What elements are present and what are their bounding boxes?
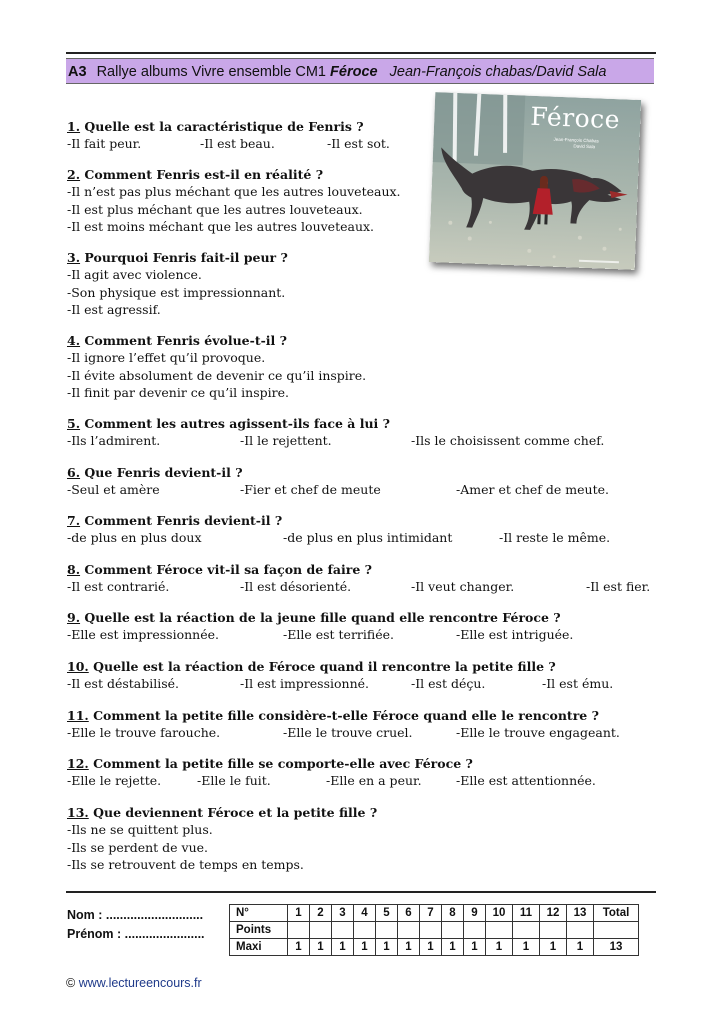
question-number: 9. [67, 610, 81, 625]
maxi-label: Maxi [230, 939, 288, 956]
score-table [229, 904, 639, 956]
answer-option[interactable]: -Ils se retrouvent de temps en temps. [67, 856, 304, 872]
question-4 [67, 332, 366, 401]
answer-option[interactable]: -Elle le trouve farouche. [67, 725, 221, 741]
maxi-cell: 1 [464, 939, 486, 956]
maxi-cell: 1 [310, 939, 332, 956]
question-6 [67, 464, 609, 499]
question-12 [67, 755, 596, 790]
answer-option[interactable]: -Il fait peur. [67, 136, 142, 152]
column-header: 3 [332, 905, 354, 922]
answer-option[interactable]: -Il est agressif. [67, 301, 161, 317]
question-8 [67, 561, 651, 596]
answer-option[interactable]: -Il agit avec violence. [67, 267, 202, 283]
question-text: Pourquoi Fenris fait-il peur ? [84, 250, 288, 265]
points-cell[interactable] [442, 922, 464, 939]
maxi-cell: 1 [288, 939, 310, 956]
points-cell[interactable] [288, 922, 310, 939]
question-13 [67, 804, 377, 873]
header-banner [66, 58, 654, 84]
series-title: Rallye albums Vivre ensemble CM1 [96, 64, 326, 80]
answer-option[interactable]: -Elle le fuit. [197, 773, 271, 789]
footer [66, 976, 202, 990]
answer-option[interactable]: -Amer et chef de meute. [456, 482, 609, 498]
question-text: Quelle est la réaction de Féroce quand il rencontre la petite fille ? [93, 659, 556, 674]
question-number: 7. [67, 513, 81, 528]
cover-author: Jean-François Chabas [553, 136, 599, 144]
points-cell[interactable] [398, 922, 420, 939]
question-text: Comment Féroce vit-il sa façon de faire ? [84, 562, 372, 577]
points-cell[interactable] [567, 922, 594, 939]
question-number: 4. [67, 333, 81, 348]
points-cell[interactable] [310, 922, 332, 939]
question-number: 3. [67, 250, 81, 265]
points-cell[interactable] [354, 922, 376, 939]
column-header: 13 [567, 905, 594, 922]
answer-option[interactable]: -Ils ne se quittent plus. [67, 822, 213, 838]
question-number: 13. [67, 805, 89, 820]
question-text: Comment Fenris devient-il ? [84, 513, 283, 528]
maxi-cell: 1 [332, 939, 354, 956]
column-header: 11 [513, 905, 540, 922]
answer-option[interactable]: -Il évite absolument de devenir ce qu’il inspire. [67, 367, 367, 383]
question-text: Comment la petite fille considère-t-elle Féroce quand elle le rencontre ? [93, 708, 599, 723]
answer-option[interactable]: -Ils l’admirent. [67, 433, 161, 449]
prenom-field[interactable]: Prénom : ....................... [67, 927, 205, 941]
question-number: 2. [67, 167, 81, 182]
question-number: 12. [67, 756, 89, 771]
question-number: 11. [67, 708, 89, 723]
answer-option[interactable]: -Il est beau. [200, 136, 275, 152]
column-header: 1 [288, 905, 310, 922]
points-label: Points [230, 922, 288, 939]
column-header: 5 [376, 905, 398, 922]
answer-option[interactable]: -Fier et chef de meute [240, 482, 381, 498]
answer-option[interactable]: -Son physique est impressionnant. [67, 284, 286, 300]
question-text: Comment les autres agissent-ils face à lui ? [84, 416, 390, 431]
question-text: Que Fenris devient-il ? [84, 465, 243, 480]
maxi-cell: 1 [398, 939, 420, 956]
answer-option[interactable]: -Ils se perdent de vue. [67, 839, 209, 855]
question-number: 6. [67, 465, 81, 480]
answer-option[interactable]: -Il veut changer. [411, 579, 515, 595]
column-header: 8 [442, 905, 464, 922]
column-header: 12 [540, 905, 567, 922]
cover-illustrator: David Sala [573, 143, 596, 150]
maxi-cell: 1 [354, 939, 376, 956]
question-11 [67, 707, 620, 742]
answer-option[interactable]: -Elle est attentionnée. [456, 773, 596, 789]
answer-option[interactable]: -Il est sot. [327, 136, 390, 152]
answer-option[interactable]: -Il reste le même. [499, 530, 611, 546]
column-header: 2 [310, 905, 332, 922]
question-1 [67, 118, 390, 153]
points-cell[interactable] [464, 922, 486, 939]
maxi-cell: 1 [376, 939, 398, 956]
answer-option[interactable]: -Il est ému. [542, 676, 614, 692]
nom-field[interactable]: Nom : ............................ [67, 908, 204, 922]
score-maxi-row [230, 939, 639, 956]
answer-option[interactable]: -Il est plus méchant que les autres louveteaux. [67, 201, 363, 217]
question-3 [67, 249, 288, 318]
answer-option[interactable]: -Elle le trouve cruel. [283, 725, 413, 741]
points-cell[interactable] [332, 922, 354, 939]
question-number: 1. [67, 119, 81, 134]
total-header: Total [594, 905, 639, 922]
sheet-code: A3 [68, 64, 87, 80]
answer-option[interactable]: -Il n’est pas plus méchant que les autres louveteaux. [67, 184, 401, 200]
question-2 [67, 166, 401, 235]
maxi-cell: 1 [420, 939, 442, 956]
answer-option[interactable]: -Il est déçu. [411, 676, 486, 692]
answer-option[interactable]: -Elle le rejette. [67, 773, 162, 789]
copyright-icon: © [66, 976, 76, 990]
book-authors: Jean-François chabas/David Sala [389, 64, 607, 80]
answer-option[interactable]: -Elle le trouve engageant. [456, 725, 620, 741]
maxi-cell: 1 [442, 939, 464, 956]
score-points-row [230, 922, 639, 939]
points-total-cell[interactable] [594, 922, 639, 939]
bottom-rule [66, 891, 656, 893]
answer-option[interactable]: -Il finit par devenir ce qu’il inspire. [67, 384, 289, 400]
answer-option[interactable]: -Elle en a peur. [326, 773, 422, 789]
column-header: 4 [354, 905, 376, 922]
answer-option[interactable]: -de plus en plus intimidant [283, 530, 453, 546]
question-text: Que deviennent Féroce et la petite fille ? [93, 805, 378, 820]
website-link[interactable]: www.lectureencours.fr [78, 976, 202, 990]
question-text: Comment la petite fille se comporte-elle avec Féroce ? [93, 756, 473, 771]
answer-option[interactable]: -Elle est intriguée. [456, 627, 574, 643]
question-text: Comment Fenris évolue-t-il ? [84, 333, 287, 348]
maxi-total-cell: 13 [594, 939, 639, 956]
answer-option[interactable]: -Elle est impressionnée. [67, 627, 219, 643]
column-header: 6 [398, 905, 420, 922]
question-5 [67, 415, 605, 450]
column-header: 7 [420, 905, 442, 922]
answer-option[interactable]: -de plus en plus doux [67, 530, 202, 546]
column-header: 9 [464, 905, 486, 922]
points-cell[interactable] [486, 922, 513, 939]
answer-option[interactable]: -Il est moins méchant que les autres louveteaux. [67, 218, 375, 234]
column-header: 10 [486, 905, 513, 922]
answer-option[interactable]: -Il est impressionné. [240, 676, 369, 692]
question-number: 5. [67, 416, 81, 431]
cover-title: Féroce [529, 101, 621, 135]
question-9 [67, 609, 574, 644]
points-cell[interactable] [540, 922, 567, 939]
answer-option[interactable]: -Il est contrarié. [67, 579, 170, 595]
question-text: Quelle est la caractéristique de Fenris ? [84, 119, 364, 134]
points-cell[interactable] [420, 922, 442, 939]
answer-option[interactable]: -Il le rejettent. [240, 433, 332, 449]
answer-option[interactable]: -Il est désorienté. [240, 579, 352, 595]
book-cover [429, 92, 641, 270]
score-header-row [230, 905, 639, 922]
question-text: Quelle est la réaction de la jeune fille quand elle rencontre Féroce ? [84, 610, 561, 625]
answer-option[interactable]: -Seul et amère [67, 482, 160, 498]
answer-option[interactable]: -Ils le choisissent comme chef. [411, 433, 605, 449]
maxi-cell: 1 [513, 939, 540, 956]
maxi-cell: 1 [486, 939, 513, 956]
question-7 [67, 512, 611, 547]
header-label: N° [230, 905, 288, 922]
book-title: Féroce [330, 64, 378, 80]
answer-option[interactable]: -Il est fier. [586, 579, 651, 595]
points-cell[interactable] [513, 922, 540, 939]
answer-option[interactable]: -Il ignore l’effet qu’il provoque. [67, 350, 266, 366]
maxi-cell: 1 [540, 939, 567, 956]
question-10 [67, 658, 614, 693]
maxi-cell: 1 [567, 939, 594, 956]
question-number: 10. [67, 659, 89, 674]
answer-option[interactable]: -Il est déstabilisé. [67, 676, 180, 692]
top-rule [66, 52, 656, 54]
answer-option[interactable]: -Elle est terrifiée. [283, 627, 394, 643]
question-number: 8. [67, 562, 81, 577]
points-cell[interactable] [376, 922, 398, 939]
question-text: Comment Fenris est-il en réalité ? [84, 167, 324, 182]
